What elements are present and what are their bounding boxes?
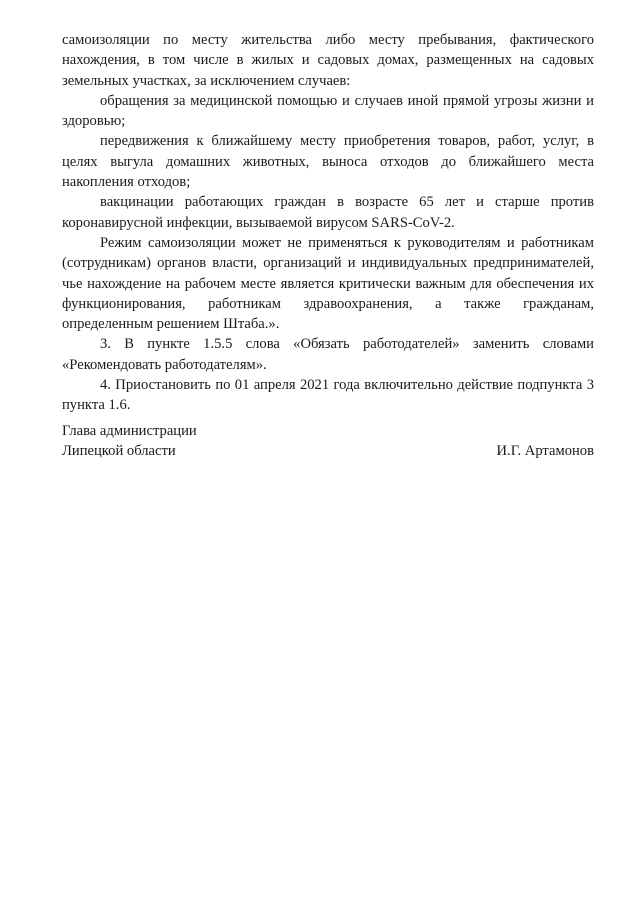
signatory-name: И.Г. Артамонов xyxy=(496,443,594,460)
paragraph-regime-exemption: Режим самоизоляции может не применяться к руководителям и работникам (сотрудникам) органов власти, организаций и индивидуальных предпринимателей, чье нахождение на рабочем месте является критически важным для обеспечения их функционирования, работникам здравоохранения, а также гражданам, определенным решением Штаба.». xyxy=(62,234,594,333)
paragraph-movement-exception: передвижения к ближайшему месту приобретения товаров, работ, услуг, в целях выгула домашних животных, выноса отходов до ближайшего места накопления отходов; xyxy=(62,133,594,191)
document-body xyxy=(62,30,594,416)
paragraph-item-4: 4. Приостановить по 01 апреля 2021 года включительно действие подпункта 3 пункта 1.6. xyxy=(62,377,594,414)
signature-block xyxy=(62,421,594,462)
signature-row xyxy=(62,441,594,461)
paragraph-item-3: 3. В пункте 1.5.5 слова «Обязать работодателей» заменить словами «Рекомендовать работодателям». xyxy=(62,336,594,373)
paragraph-medical-exception: обращения за медицинской помощью и случаев иной прямой угрозы жизни и здоровью; xyxy=(62,92,594,130)
paragraph-vaccination-exception: вакцинации работающих граждан в возрасте 65 лет и старше против коронавирусной инфекции, вызываемой вирусом SARS-CoV-2. xyxy=(62,194,594,231)
signatory-title-line1: Глава администрации xyxy=(62,423,197,439)
signatory-title-line2: Липецкой области xyxy=(62,443,176,460)
paragraph-self-isolation-continued: самоизоляции по месту жительства либо месту пребывания, фактического нахождения, в том числе в жилых и садовых домах, размещенных на садовых земельных участках, за исключением случаев: xyxy=(62,32,594,89)
